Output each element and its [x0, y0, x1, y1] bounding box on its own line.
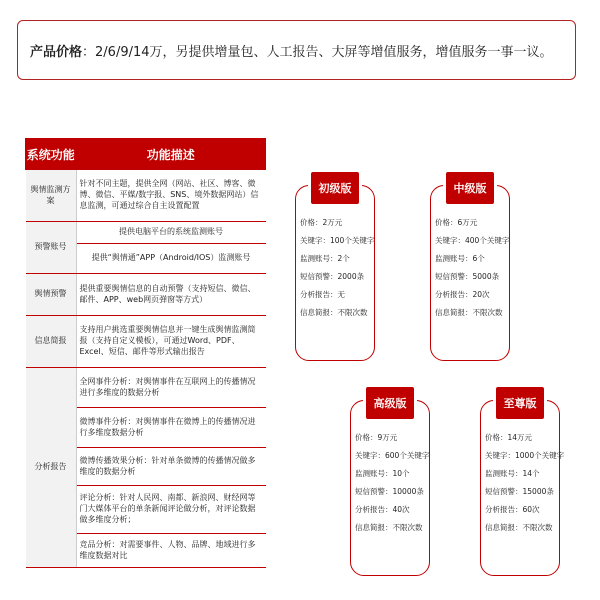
tier-card-advanced	[350, 397, 430, 576]
tier-price: 价格：9万元	[355, 433, 398, 442]
tier-card-premium	[480, 397, 565, 576]
feature-name: 分析报告	[26, 368, 77, 568]
tier-briefs: 信息简报：不限次数	[355, 523, 423, 532]
tier-name: 至尊版	[496, 387, 544, 419]
feature-desc: 竞品分析：对需要事件、人物、品牌、地域进行多维度数据对比	[76, 534, 266, 568]
price-banner	[17, 20, 576, 80]
feature-desc: 针对不同主题，提供全网（网站、社区、博客、微博、微信、平媒/数字报、SNS、境外数据网站）信息监测，可通过综合自主设置配置	[76, 170, 266, 222]
feature-desc: 微博传播效果分析：针对单条微博的传播情况做多维度的数据分析	[76, 448, 266, 486]
tier-briefs: 信息简报：不限次数	[300, 308, 368, 317]
feature-name: 预警账号	[26, 222, 77, 274]
tier-name: 初级版	[311, 172, 359, 204]
table-row	[26, 274, 266, 316]
tier-reports: 分析报告：40次	[355, 505, 410, 514]
tier-accounts: 监测账号：6个	[435, 254, 485, 263]
tier-name: 高级版	[366, 387, 414, 419]
tier-name: 中级版	[446, 172, 494, 204]
feature-name: 舆情监测方案	[26, 170, 77, 222]
tier-briefs: 信息简报：不限次数	[435, 308, 503, 317]
feature-desc: 微博事件分析：对舆情事件在微博上的传播情况进行多维度数据分析	[76, 408, 266, 448]
tier-card-intermediate	[430, 182, 510, 361]
tier-accounts: 监测账号：10个	[355, 469, 410, 478]
feature-desc: 全网事件分析：对舆情事件在互联网上的传播情况进行多维度的数据分析	[76, 368, 266, 408]
tier-briefs: 信息简报：不限次数	[485, 523, 553, 532]
header-function: 系统功能	[26, 139, 77, 170]
feature-table-header	[26, 139, 266, 170]
tier-price: 价格：6万元	[435, 218, 478, 227]
feature-name: 舆情预警	[26, 274, 77, 316]
tier-reports: 分析报告：60次	[485, 505, 540, 514]
feature-name: 信息简报	[26, 316, 77, 368]
tier-price: 价格：2万元	[300, 218, 343, 227]
tier-alerts: 短信预警：10000条	[355, 487, 424, 496]
tier-alerts: 短信预警：5000条	[435, 272, 500, 281]
price-text: ：2/6/9/14万，另提供增量包、人工报告、大屏等增值服务，增值服务一事一议。	[82, 44, 553, 60]
tier-keywords: 关键字：600个关键字	[355, 451, 430, 460]
feature-desc: 评论分析：针对人民网、南都、新浪网、财经网等门大媒体平台的单条新闻评论做分析，对评论数据做多维度分析；	[76, 486, 266, 534]
table-row	[26, 222, 266, 244]
tier-accounts: 监测账号：14个	[485, 469, 540, 478]
tier-reports: 分析报告：20次	[435, 290, 490, 299]
feature-table	[25, 138, 266, 568]
price-label: 产品价格	[30, 44, 83, 60]
tier-reports: 分析报告：无	[300, 290, 345, 299]
feature-desc: 提供“舆情通”APP（Android/IOS）监测账号	[76, 244, 266, 274]
tier-keywords: 关键字：400个关键字	[435, 236, 510, 245]
tier-keywords: 关键字：1000个关键字	[485, 451, 565, 460]
tier-price: 价格：14万元	[485, 433, 533, 442]
feature-desc: 提供重要舆情信息的自动预警（支持短信、微信、邮件、APP、web网页弹窗等方式）	[76, 274, 266, 316]
feature-desc: 提供电脑平台的系统监测账号	[76, 222, 266, 244]
feature-desc: 支持用户挑选重要舆情信息并一键生成舆情监测简报（支持自定义模板），可通过Word、PDF、Excel、短信、邮件等形式输出报告	[76, 316, 266, 368]
tier-accounts: 监测账号：2个	[300, 254, 350, 263]
table-row	[26, 368, 266, 408]
table-row	[26, 170, 266, 222]
tier-card-basic	[295, 182, 375, 361]
header-description: 功能描述	[76, 139, 266, 170]
tier-keywords: 关键字：100个关键字	[300, 236, 375, 245]
tier-alerts: 短信预警：2000条	[300, 272, 365, 281]
table-row	[26, 316, 266, 368]
tier-alerts: 短信预警：15000条	[485, 487, 554, 496]
